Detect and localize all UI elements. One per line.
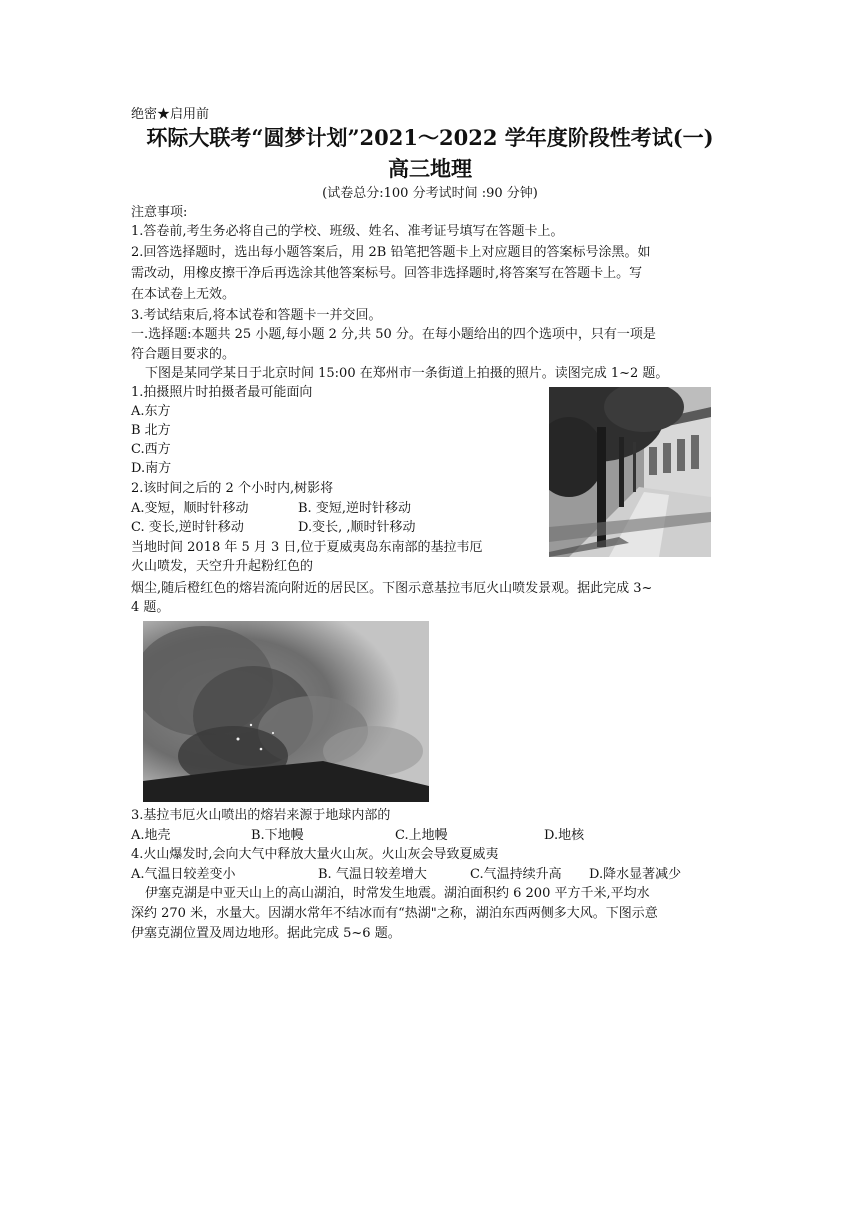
- q3-option-d: D.地核: [544, 828, 585, 843]
- q4-option-a: A.气温日较差变小: [131, 867, 236, 882]
- q4-option-d: D.降水显著减少: [589, 867, 682, 882]
- q3-option-b: B.下地幔: [251, 828, 304, 843]
- q4-question: 4.火山爆发时,会向大气中释放大量火山灰。火山灰会导致夏威夷: [131, 847, 499, 862]
- note-item-2-line-3: 在本试卷上无效。: [131, 287, 236, 302]
- stem-q5-q6-line-3: 伊塞克湖位置及周边地形。据此完成 5~6 题。: [131, 926, 401, 941]
- confidential-label: 绝密★启用前: [131, 107, 210, 122]
- note-item-2-line-2: 需改动，用橡皮擦干净后再选涂其他答案标号。回答非选择题时,将答案写在答题卡上。写: [131, 266, 643, 281]
- q4-option-c: C.气温持续升高: [470, 867, 562, 882]
- stem-q5-q6-line-1: 伊塞克湖是中亚天山上的高山湖泊，时常发生地震。湖泊面积约 6 200 平方千米,平均水: [145, 886, 650, 901]
- q4-option-b: B. 气温日较差增大: [318, 867, 427, 882]
- note-item-2-line-1: 2.回答选择题时，选出每小题答案后，用 2B 铅笔把答题卡上对应题目的答案标号涂黑。如: [131, 245, 651, 260]
- q1-option-c: C.西方: [131, 442, 171, 457]
- q3-option-a: A.地壳: [131, 828, 171, 843]
- q2-question: 2.该时间之后的 2 个小时内,树影将: [131, 481, 334, 496]
- volcano-photo: [143, 621, 429, 802]
- section-intro-line-2: 符合题目要求的。: [131, 347, 236, 362]
- q2-option-b: B. 变短,逆时针移动: [298, 501, 411, 516]
- section-intro-line-1: 一.选择题:本题共 25 小题,每小题 2 分,共 50 分。在每小题给出的四个选项中，只有一项是: [131, 327, 656, 342]
- exam-title: 环际大联考“圆梦计划”2021～2022 学年度阶段性考试(一): [146, 125, 714, 150]
- q1-option-d: D.南方: [131, 461, 172, 476]
- q2-option-d: D.变长, ,顺时针移动: [298, 520, 416, 535]
- q2-option-c: C. 变长,逆时针移动: [131, 520, 244, 535]
- stem-q1-q2: 下图是某同学某日于北京时间 15:00 在郑州市一条街道上拍摄的照片。读图完成 1~2 题。: [145, 366, 669, 381]
- q3-option-c: C.上地幔: [395, 828, 448, 843]
- note-item-3: 3.考试结束后,将本试卷和答题卡一并交回。: [131, 308, 382, 323]
- stem-q3-q4-line-4: 4 题。: [131, 600, 170, 615]
- stem-q5-q6-line-2: 深约 270 米，水量大。因湖水常年不结冰而有“热湖"之称，湖泊东西两侧多大风。下图示意: [131, 906, 658, 921]
- q1-question: 1.拍摄照片时拍摄者最可能面向: [131, 385, 313, 400]
- q2-option-a: A.变短，顺时针移动: [131, 501, 249, 516]
- stem-q3-q4-line-1: 当地时间 2018 年 5 月 3 日,位于夏威夷岛东南部的基拉韦厄: [131, 540, 483, 555]
- street-photo: [549, 387, 711, 557]
- note-item-1: 1.答卷前,考生务必将自己的学校、班级、姓名、准考证号填写在答题卡上。: [131, 224, 564, 239]
- q1-option-a: A.东方: [131, 404, 171, 419]
- exam-info: (试卷总分:100 分考试时间 :90 分钟): [322, 186, 538, 201]
- q1-option-b: B 北方: [131, 423, 171, 438]
- stem-q3-q4-line-3: 烟尘,随后橙红色的熔岩流向附近的居民区。下图示意基拉韦厄火山喷发景观。据此完成 3~: [131, 581, 653, 596]
- stem-q3-q4-line-2: 火山喷发，天空升升起粉红色的: [131, 559, 314, 574]
- notes-heading: 注意事项:: [131, 205, 188, 220]
- q3-question: 3.基拉韦厄火山喷出的熔岩来源于地球内部的: [131, 808, 391, 823]
- exam-subject: 高三地理: [388, 156, 472, 181]
